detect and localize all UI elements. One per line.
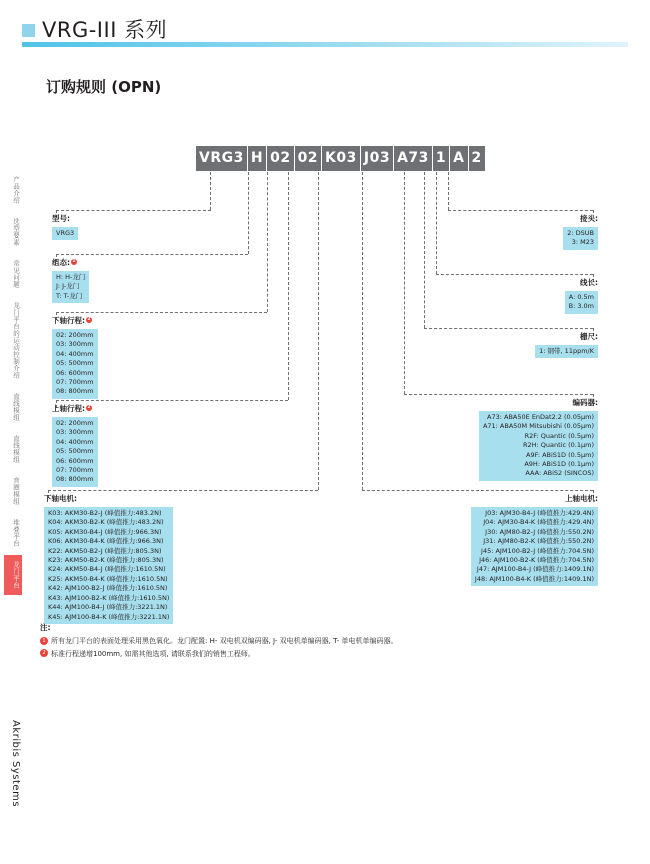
code-segment-encoder: A73 <box>394 146 432 171</box>
callout-upper-motor-item-5: J46: AJM100-B2-K (峰值推力:704.5N) <box>479 555 594 564</box>
sidebar-item-stacked-stage[interactable]: 堆叠平台 <box>4 513 22 553</box>
leader-line-scale-v <box>424 172 425 328</box>
callout-configuration-item-0: H: H-龙门 <box>56 272 86 281</box>
callout-lower-motor-item-8: K42: AJM100-B2-J (峰值推力:1610.5N) <box>48 584 168 593</box>
leader-line-upper-motor-v <box>362 172 363 490</box>
sidebar-item-linear-module-1[interactable]: 直线模组 <box>4 387 22 427</box>
callout-upper-motor-item-4: J45: AJM100-B2-J (峰值推力:704.5N) <box>481 546 594 555</box>
callout-upper-motor <box>448 494 598 586</box>
leader-line-cable-v <box>436 172 437 274</box>
code-segment-connector: 2 <box>469 146 485 171</box>
callout-model-title: 型号: <box>52 214 70 223</box>
callout-model-item-0: VRG3 <box>56 228 75 237</box>
leader-line-lower-motor-h <box>48 490 318 491</box>
note-number-1: 1 <box>40 637 48 645</box>
callout-connector-item-1: 3: M23 <box>571 238 594 247</box>
sidebar-tabs <box>4 170 26 597</box>
callout-cable-length-item-0: A: 0.5m <box>568 292 594 301</box>
leader-line-model-v <box>210 172 211 210</box>
callout-connector-values <box>563 227 598 250</box>
sidebar-item-gantry-stage[interactable]: 龙门平台 <box>4 555 22 595</box>
callout-upper-stroke-item-1: 03: 300mm <box>56 428 94 437</box>
callout-lower-stroke-item-2: 04: 400mm <box>56 349 94 358</box>
callout-scale <box>450 332 598 358</box>
callout-scale-title: 栅尺: <box>580 332 598 341</box>
callout-encoder-item-6: AAA: ABiS2 (SINCOS) <box>525 469 594 478</box>
sidebar-item-gantry-motion-control[interactable]: 龙门平台的运动控制介绍 <box>4 296 22 385</box>
callout-lower-stroke-item-3: 05: 500mm <box>56 359 94 368</box>
code-segment-upper-motor: J03 <box>361 146 393 171</box>
callout-lower-motor-item-1: K04: AKM30-B2-K (峰值推力:483.2N) <box>48 518 164 527</box>
callout-encoder-item-5: A9H: ABiS1D (0.1µm) <box>524 459 594 468</box>
callout-scale-item-0: 1: 钢带, 11ppm/K <box>539 346 594 355</box>
callout-upper-motor-item-2: J30: AJM80-B2-J (峰值推力:550.2N) <box>485 527 594 536</box>
callout-model <box>52 214 78 240</box>
callout-encoder <box>448 398 598 481</box>
callout-configuration-title: 组态: 1 <box>52 258 76 267</box>
callout-upper-motor-item-6: J47: AJM100-B4-J (峰值推力:1409.1N) <box>476 565 594 574</box>
leader-line-lower-motor-v <box>318 172 319 490</box>
callout-lower-motor-item-3: K06: AKM30-B4-K (峰值推力:966.3N) <box>48 537 164 546</box>
callout-upper-stroke-title: 上轴行程: 2 <box>52 404 91 413</box>
code-segment-configuration: H <box>248 146 266 171</box>
leader-line-upper-motor-h <box>362 490 593 491</box>
callout-encoder-item-1: A71: ABA50M Mitsubishi (0.05µm) <box>482 422 594 431</box>
callout-upper-stroke-item-2: 04: 400mm <box>56 437 94 446</box>
callout-upper-stroke-values <box>52 417 98 487</box>
callout-lower-stroke <box>52 316 98 399</box>
leader-line-encoder-h <box>404 394 593 395</box>
callout-configuration-values <box>52 271 89 303</box>
callout-lower-stroke-item-0: 02: 200mm <box>56 330 94 339</box>
callout-configuration-item-1: J: J-龙门 <box>56 282 80 291</box>
callout-configuration-item-2: T: T-龙门 <box>56 291 83 300</box>
callout-upper-motor-title: 上轴电机: <box>565 494 598 503</box>
notes-section <box>40 622 600 661</box>
note-text-1: 所有龙门平台的表面处理采用黑色氧化。龙门配置: H- 双电机双编码器, J- 双电机单编码器, T- 单电机单编码器。 <box>51 637 398 646</box>
callout-encoder-item-2: R2F: Quantic (0.5µm) <box>524 431 594 440</box>
callout-encoder-item-4: A9F: ABiS1D (0.5µm) <box>526 450 594 459</box>
code-segment-upper-stroke: 02 <box>295 146 321 171</box>
code-segment-cable-length: A <box>450 146 467 171</box>
leader-line-config-h <box>56 254 248 255</box>
notes-title: 注: <box>40 623 51 632</box>
callout-lower-motor-item-5: K23: AKM50-B2-K (峰值推力:805.3N) <box>48 555 164 564</box>
leader-line-upper-stroke-h <box>56 400 288 401</box>
callout-upper-stroke-item-3: 05: 500mm <box>56 447 94 456</box>
leader-line-encoder-v <box>404 172 405 394</box>
callout-scale-values <box>535 345 598 358</box>
note-marker-1: 1 <box>72 258 76 264</box>
callout-lower-motor-item-11: K45: AJM100-B4-K (峰值推力:3221.1N) <box>48 612 170 621</box>
callout-lower-motor-item-6: K24: AKM50-B4-J (峰值推力:1610.5N) <box>48 565 166 574</box>
callout-lower-stroke-title: 下轴行程: 2 <box>52 316 91 325</box>
callout-lower-motor-item-2: K05: AKM30-B4-J (峰值推力:966.3N) <box>48 527 162 536</box>
leader-line-model-h <box>56 210 211 211</box>
code-segment-lower-stroke: 02 <box>267 146 293 171</box>
callout-upper-motor-item-0: J03: AJM30-B4-J (峰值推力:429.4N) <box>485 508 594 517</box>
callout-lower-stroke-item-4: 06: 600mm <box>56 368 94 377</box>
note-marker-2: 2 <box>87 316 91 322</box>
sidebar-item-product-intro[interactable]: 产品介绍 <box>4 170 22 210</box>
callout-model-values <box>52 227 78 240</box>
note-number-2: 2 <box>40 649 48 657</box>
note-item-1 <box>40 636 600 647</box>
leader-line-upper-stroke-v <box>288 172 289 400</box>
callout-cable-length <box>480 278 598 314</box>
note-text-2: 标准行程递增100mm, 如需其他选项, 请联系我们的销售工程师。 <box>51 649 255 658</box>
brand-name: Akribis Systems <box>10 720 21 808</box>
callout-upper-stroke-item-4: 06: 600mm <box>56 456 94 465</box>
sidebar-item-selection[interactable]: 选型要素 <box>4 212 22 252</box>
code-segment-scale: 1 <box>433 146 449 171</box>
sidebar-item-faq[interactable]: 常见问题 <box>4 254 22 294</box>
callout-lower-stroke-item-5: 07: 700mm <box>56 377 94 386</box>
leader-line-lower-stroke-h <box>56 312 267 313</box>
callout-cable-length-values <box>565 291 598 314</box>
callout-lower-motor-item-9: K43: AJM100-B2-K (峰值推力:1610.5N) <box>48 593 170 602</box>
callout-upper-stroke <box>52 404 98 487</box>
note-marker-3: 2 <box>87 404 91 410</box>
callout-lower-stroke-values <box>52 329 98 399</box>
callout-lower-motor-item-0: K03: AKM30-B2-J (峰值推力:483.2N) <box>48 508 162 517</box>
callout-upper-stroke-item-5: 07: 700mm <box>56 465 94 474</box>
callout-upper-stroke-item-6: 08: 800mm <box>56 475 94 484</box>
callout-connector <box>480 214 598 250</box>
callout-upper-motor-values <box>471 507 598 586</box>
callout-encoder-values <box>479 411 598 481</box>
callout-upper-motor-item-7: J48: AJM100-B4-K (峰值推力:1409.1N) <box>474 574 594 583</box>
callout-connector-item-0: 2: DSUB <box>567 228 594 237</box>
header-accent-block <box>22 24 35 37</box>
leader-line-connector-h <box>448 210 593 211</box>
callout-upper-motor-item-1: J04: AJM30-B4-K (峰值推力:429.4N) <box>483 518 594 527</box>
callout-lower-motor <box>44 494 173 624</box>
note-item-2 <box>40 649 600 660</box>
section-title: 订购规则 (OPN) <box>46 78 162 96</box>
order-code-row <box>196 146 486 171</box>
callout-lower-motor-item-4: K22: AKM50-B2-J (峰值推力:805.3N) <box>48 546 162 555</box>
callout-configuration <box>52 258 89 303</box>
page-header <box>0 0 650 56</box>
sidebar-item-linear-module-2[interactable]: 直线模组 <box>4 429 22 469</box>
leader-line-connector-v <box>448 172 449 210</box>
page-title: VRG-III 系列 <box>42 18 168 42</box>
callout-lower-motor-title: 下轴电机: <box>44 494 77 503</box>
callout-cable-length-title: 线长: <box>580 278 598 287</box>
callout-encoder-item-3: R2H: Quantic (0.1µm) <box>522 441 594 450</box>
sidebar-item-voice-coil-module[interactable]: 音圈模组 <box>4 471 22 511</box>
callout-lower-motor-values <box>44 507 173 624</box>
header-gradient-rule <box>22 42 628 47</box>
callout-upper-motor-item-3: J31: AJM80-B2-K (峰值推力:550.2N) <box>483 537 594 546</box>
callout-encoder-title: 编码器: <box>572 398 598 407</box>
callout-lower-motor-item-7: K25: AKM50-B4-K (峰值推力:1610.5N) <box>48 574 168 583</box>
callout-connector-title: 接头: <box>580 214 598 223</box>
code-segment-model: VRG3 <box>196 146 247 171</box>
leader-line-config-v <box>248 172 249 254</box>
callout-lower-stroke-item-6: 08: 800mm <box>56 387 94 396</box>
callout-lower-motor-item-10: K44: AJM100-B4-J (峰值推力:3221.1N) <box>48 603 168 612</box>
callout-encoder-item-0: A73: ABA50E EnDat2.2 (0.05µm) <box>487 412 594 421</box>
callout-cable-length-item-1: B: 3.0m <box>568 302 594 311</box>
code-segment-lower-motor: K03 <box>322 146 360 171</box>
leader-line-scale-h <box>424 328 593 329</box>
leader-line-lower-stroke-v <box>267 172 268 312</box>
leader-line-cable-h <box>436 274 593 275</box>
callout-upper-stroke-item-0: 02: 200mm <box>56 418 94 427</box>
callout-lower-stroke-item-1: 03: 300mm <box>56 340 94 349</box>
